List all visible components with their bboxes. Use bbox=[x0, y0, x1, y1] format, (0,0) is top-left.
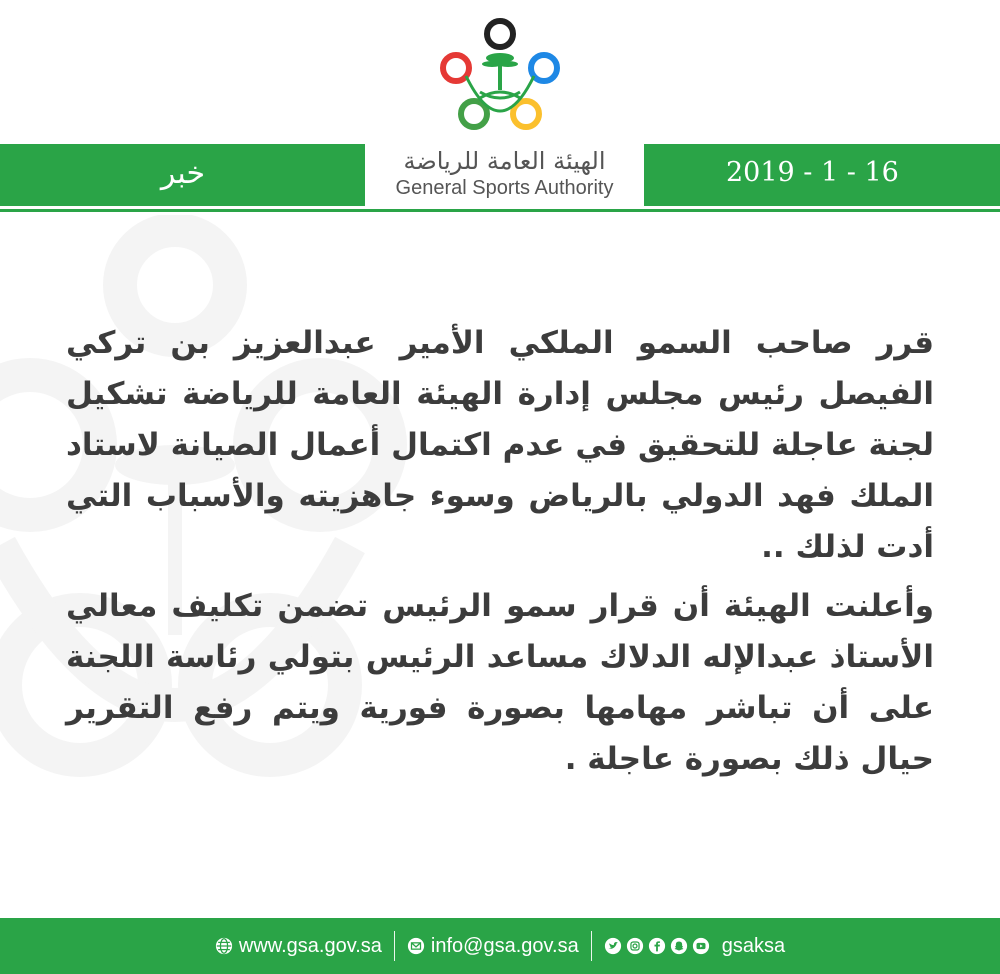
brand-name-arabic: الهيئة العامة للرياضة bbox=[403, 147, 606, 175]
brand-name-english: General Sports Authority bbox=[395, 177, 614, 199]
footer-separator bbox=[591, 931, 592, 961]
instagram-icon[interactable] bbox=[626, 937, 644, 955]
date-label: 2019 - 1 - 16 bbox=[726, 157, 899, 188]
globe-icon bbox=[215, 937, 233, 955]
facebook-icon[interactable] bbox=[648, 937, 666, 955]
footer-social bbox=[604, 935, 785, 958]
snapchat-icon[interactable] bbox=[670, 937, 688, 955]
social-handle[interactable]: gsaksa bbox=[721, 934, 786, 957]
twitter-icon[interactable] bbox=[604, 937, 622, 955]
website-link[interactable]: www.gsa.gov.sa bbox=[238, 934, 382, 957]
news-label: خبر bbox=[160, 156, 205, 191]
footer-bar bbox=[0, 918, 1000, 974]
article-paragraph-2: وأعلنت الهيئة أن قرار سمو الرئيس تضمن تكليف معالي الأستاذ عبدالإله الدلاك مساعد الرئيس بتولي رئاسة اللجنة على أن تباشر مهامها بصورة فورية ويتم رفع التقرير حيال ذلك بصورة عاجلة . bbox=[66, 588, 934, 777]
footer-email[interactable] bbox=[407, 935, 579, 958]
article-body bbox=[66, 318, 934, 785]
header-band-right bbox=[644, 144, 1000, 206]
gsa-logo bbox=[438, 16, 562, 134]
email-icon bbox=[407, 937, 425, 955]
social-icons bbox=[604, 937, 710, 955]
header-band-left bbox=[0, 144, 365, 206]
brand-block bbox=[365, 144, 644, 206]
header-underline bbox=[0, 209, 1000, 212]
youtube-icon[interactable] bbox=[692, 937, 710, 955]
footer-website[interactable] bbox=[215, 935, 382, 958]
footer-separator bbox=[394, 931, 395, 961]
email-link[interactable]: info@gsa.gov.sa bbox=[430, 934, 579, 957]
article-paragraph-1: قرر صاحب السمو الملكي الأمير عبدالعزيز بن تركي الفيصل رئيس مجلس إدارة الهيئة العامة للرياضة تشكيل لجنة عاجلة للتحقيق في عدم اكتمال أعمال الصيانة لاستاد الملك فهد الدولي بالرياض وسوء جاهزيته والأسباب التي أدت لذلك .. bbox=[66, 325, 934, 565]
